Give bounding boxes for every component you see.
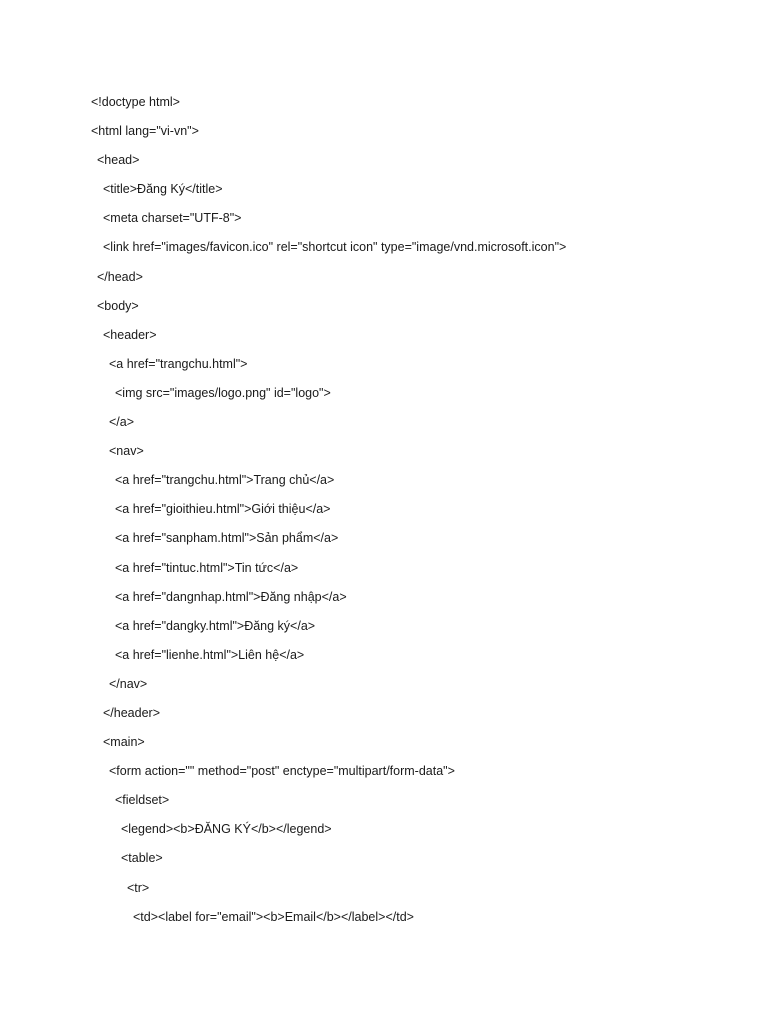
- code-line: <a href="dangnhap.html">Đăng nhập</a>: [115, 589, 347, 604]
- code-line: <a href="lienhe.html">Liên hệ</a>: [115, 647, 305, 662]
- code-line: <meta charset="UTF-8">: [103, 211, 242, 226]
- code-listing: [91, 92, 566, 936]
- code-line: <nav>: [109, 444, 144, 459]
- code-line: <td><label for="email"><b>Email</b></label></td>: [133, 909, 414, 924]
- code-line: <a href="dangky.html">Đăng ký</a>: [115, 618, 316, 633]
- code-line: <!doctype html>: [91, 95, 180, 109]
- code-line: <html lang="vi-vn">: [91, 124, 199, 139]
- code-line: <a href="tintuc.html">Tin tức</a>: [115, 560, 299, 575]
- code-line: <fieldset>: [115, 793, 170, 808]
- code-line: <legend><b>ĐĂNG KÝ</b></legend>: [121, 822, 332, 837]
- code-line: <a href="trangchu.html">Trang chủ</a>: [115, 473, 335, 488]
- code-line: <form action="" method="post" enctype="multipart/form-data">: [109, 764, 455, 779]
- code-line: </header>: [103, 705, 160, 720]
- code-line: <a href="gioithieu.html">Giới thiệu</a>: [115, 502, 331, 517]
- code-line: </nav>: [109, 676, 148, 691]
- code-line: </a>: [109, 415, 135, 430]
- code-line: <header>: [103, 327, 157, 342]
- code-line: <main>: [103, 735, 145, 750]
- code-line: <a href="trangchu.html">: [109, 356, 248, 371]
- code-line: <tr>: [127, 880, 150, 895]
- code-line: <title>Đăng Ký</title>: [103, 182, 223, 197]
- code-line: <link href="images/favicon.ico" rel="shortcut icon" type="image/vnd.microsoft.icon">: [103, 240, 567, 255]
- code-line: <a href="sanpham.html">Sản phẩm</a>: [115, 531, 339, 546]
- code-line: <table>: [121, 851, 163, 866]
- code-line: <head>: [97, 153, 140, 168]
- code-line: <body>: [97, 298, 139, 313]
- code-line: <img src="images/logo.png" id="logo">: [115, 385, 331, 400]
- code-line: </head>: [97, 269, 143, 284]
